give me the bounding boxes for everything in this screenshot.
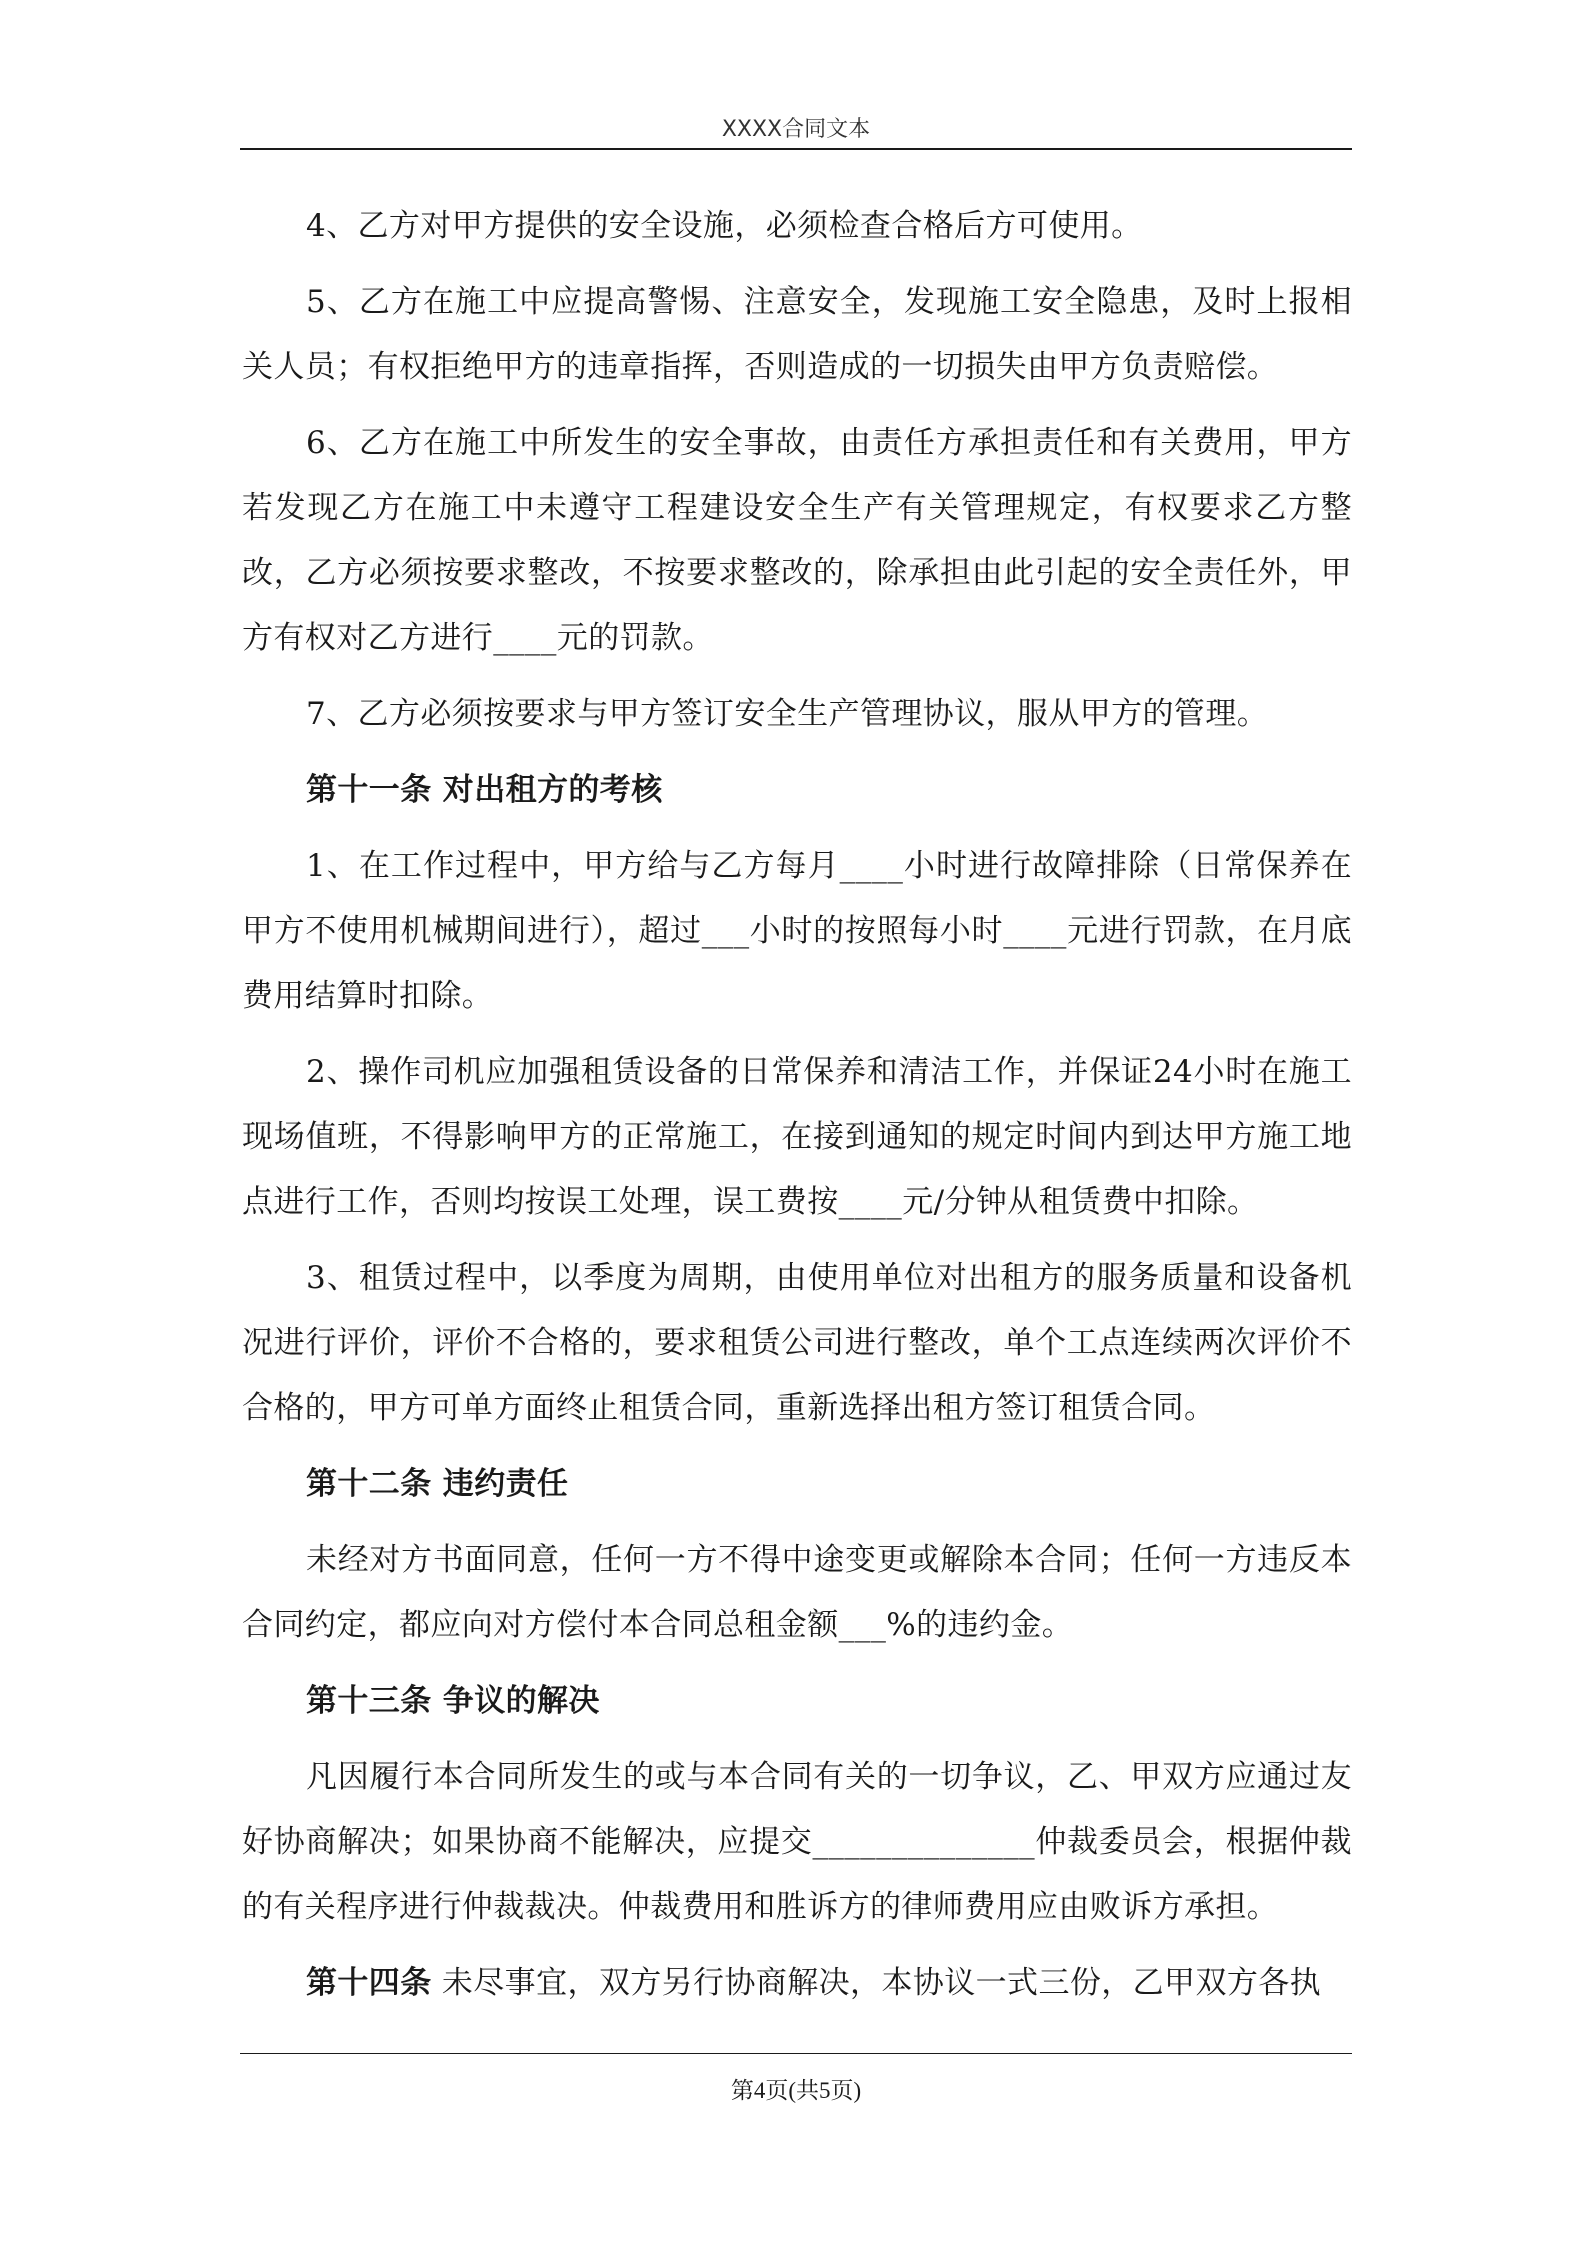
article-14-label: 第十四条 <box>306 1965 432 2001</box>
breach-clause: 未经对方书面同意，任何一方不得中途变更或解除本合同；任何一方违反本合同约定，都应向对方偿付本合同总租金额___%的违约金。 <box>242 1542 1352 1643</box>
article-12-heading: 第十二条 违约责任 <box>306 1466 569 1502</box>
dispute-clause: 凡因履行本合同所发生的或与本合同有关的一切争议，乙、甲双方应通过友好协商解决；如果协商不能解决，应提交______________仲裁委员会，根据仲裁的有关程序进行仲裁裁决。仲裁费用和胜诉方的律师费用应由败诉方承担。 <box>242 1759 1352 1925</box>
article-14-text: 未尽事宜，双方另行协商解决，本协议一式三份，乙甲双方各执 <box>431 1965 1322 2001</box>
article-11-heading: 第十一条 对出租方的考核 <box>306 772 663 808</box>
safety-clause-6: 6、乙方在施工中所发生的安全事故，由责任方承担责任和有关费用，甲方若发现乙方在施工中未遵守工程建设安全生产有关管理规定，有权要求乙方整改，乙方必须按要求整改，不按要求整改的，除承担由此引起的安全责任外，甲方有权对乙方进行____元的罚款。 <box>242 425 1352 656</box>
article-14-paragraph <box>242 1951 1352 2016</box>
page-number: 第4页(共5页) <box>730 2078 862 2103</box>
safety-clause-5: 5、乙方在施工中应提高警惕、注意安全，发现施工安全隐患，及时上报相关人员；有权拒绝甲方的违章指挥，否则造成的一切损失由甲方负责赔偿。 <box>242 284 1352 385</box>
document-header-title: XXXX合同文本 <box>721 117 871 142</box>
assessment-clause-3: 3、租赁过程中，以季度为周期，由使用单位对出租方的服务质量和设备机况进行评价，评价不合格的，要求租赁公司进行整改，单个工点连续两次评价不合格的，甲方可单方面终止租赁合同，重新选择出租方签订租赁合同。 <box>242 1260 1352 1426</box>
safety-clause-4: 4、乙方对甲方提供的安全设施，必须检查合格后方可使用。 <box>306 208 1143 244</box>
article-13-heading: 第十三条 争议的解决 <box>306 1683 600 1719</box>
header-divider <box>240 148 1352 150</box>
safety-clause-7: 7、乙方必须按要求与甲方签订安全生产管理协议，服从甲方的管理。 <box>306 696 1269 732</box>
assessment-clause-2: 2、操作司机应加强租赁设备的日常保养和清洁工作，并保证24小时在施工现场值班，不得影响甲方的正常施工，在接到通知的规定时间内到达甲方施工地点进行工作，否则均按误工处理，误工费按____元/分钟从租赁费中扣除。 <box>242 1054 1352 1220</box>
footer-divider <box>240 2053 1352 2054</box>
assessment-clause-1: 1、在工作过程中，甲方给与乙方每月____小时进行故障排除（日常保养在甲方不使用机械期间进行），超过___小时的按照每小时____元进行罚款，在月底费用结算时扣除。 <box>242 848 1352 1014</box>
document-body <box>242 194 1352 2027</box>
